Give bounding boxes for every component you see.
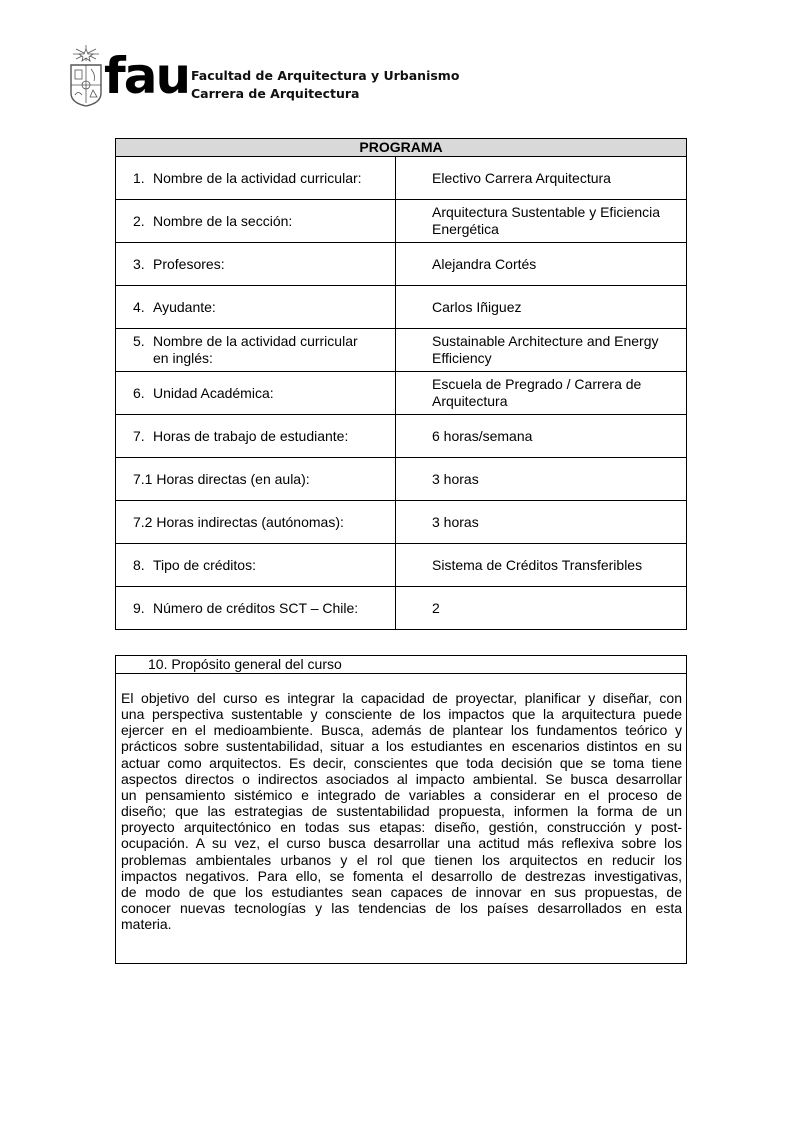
row-value: Escuela de Pregrado / Carrera de Arquitectura	[396, 372, 687, 415]
row-value: 6 horas/semana	[396, 415, 687, 458]
row-value: Alejandra Cortés	[396, 243, 687, 286]
row-label-text: Ayudante:	[153, 298, 216, 315]
row-number: 6.	[133, 384, 145, 401]
row-number: 3.	[133, 255, 145, 272]
paragraph-line: un pensamiento sistémico e integrado de variables a considerar en el proceso de	[121, 786, 682, 803]
row-value: 2	[396, 587, 687, 630]
table-row	[116, 329, 687, 372]
row-label	[116, 286, 396, 329]
university-crest-logo	[68, 45, 104, 107]
paragraph-line: ocupación. A su vez, el curso busca desarrollar una actitud más reflexiva sobre los	[121, 835, 682, 852]
paragraph-line: diseño; que las estrategias de sustentabilidad propuesta, informen la forma de un	[121, 803, 682, 820]
row-label-text: Unidad Académica:	[153, 384, 274, 401]
row-value: Sistema de Créditos Transferibles	[396, 544, 687, 587]
row-label	[116, 372, 396, 415]
table-row	[116, 587, 687, 630]
row-value: Electivo Carrera Arquitectura	[396, 157, 687, 200]
row-label	[116, 157, 396, 200]
row-label-text: Tipo de créditos:	[153, 556, 256, 573]
row-label	[116, 329, 396, 372]
programa-table	[115, 138, 687, 630]
table-row	[116, 200, 687, 243]
proposito-section	[115, 655, 687, 964]
paragraph-line: problemas ambientales urbanos y el rol que tienen los arquitectos en reducir los	[121, 851, 682, 868]
row-value: 3 horas	[396, 458, 687, 501]
row-value: Carlos Iñiguez	[396, 286, 687, 329]
row-number: 4.	[133, 298, 145, 315]
table-row	[116, 243, 687, 286]
proposito-paragraph	[121, 690, 682, 932]
paragraph-line: proyecto arquitectónico en todas sus etapas: diseño, gestión, construcción y post-	[121, 819, 682, 836]
row-value: 3 horas	[396, 501, 687, 544]
table-row	[116, 501, 687, 544]
row-label	[116, 544, 396, 587]
row-label-text: Nombre de la actividad curricular:	[153, 169, 362, 186]
fau-logo-text: fau	[104, 47, 190, 105]
paragraph-line: conocer nuevas tecnologías y las tendencias de los países desarrollados en esta	[121, 900, 682, 917]
row-label-text-cont: en inglés:	[153, 350, 213, 366]
table-row	[116, 415, 687, 458]
row-value: Sustainable Architecture and Energy Efficiency	[396, 329, 687, 372]
row-number: 7.	[133, 427, 145, 444]
paragraph-line: impactos negativos. Para ello, se fomenta el desarrollo de destrezas investigativas,	[121, 867, 682, 884]
row-label-text: Profesores:	[153, 255, 225, 272]
row-label: 7.2 Horas indirectas (autónomas):	[116, 501, 396, 544]
row-label-text: Horas de trabajo de estudiante:	[153, 427, 349, 444]
table-row	[116, 372, 687, 415]
row-value: Arquitectura Sustentable y Eficiencia Energética	[396, 200, 687, 243]
paragraph-line: actuar como arquitectos. Es decir, conscientes que toda decisión que se toma tiene	[121, 754, 682, 771]
table-row	[116, 458, 687, 501]
paragraph-line: una perspectiva sustentable y consciente de los impactos que la arquitectura puede	[121, 706, 682, 723]
row-number: 9.	[133, 599, 145, 616]
programa-title: PROGRAMA	[116, 139, 687, 157]
table-row	[116, 544, 687, 587]
row-label	[116, 415, 396, 458]
faculty-name: Facultad de Arquitectura y Urbanismo	[191, 68, 460, 83]
paragraph-line: El objetivo del curso es integrar la capacidad de proyectar, planificar y diseñar, con	[121, 690, 682, 706]
row-label	[116, 243, 396, 286]
row-label-text: Nombre de la actividad curricular	[153, 333, 358, 349]
paragraph-line: ejercer en el medioambiente. Busca, además de plantear los fundamentos teórico y	[121, 722, 682, 739]
paragraph-line: aspectos directos o indirectos asociados al impacto ambiental. Se busca desarrollar	[121, 770, 682, 787]
table-row	[116, 286, 687, 329]
table-row	[116, 157, 687, 200]
paragraph-line: materia.	[121, 916, 172, 933]
row-label-text: Nombre de la sección:	[153, 212, 293, 229]
career-name: Carrera de Arquitectura	[191, 86, 360, 101]
row-label-text: Número de créditos SCT – Chile:	[153, 599, 359, 616]
proposito-title: 10. Propósito general del curso	[116, 656, 686, 674]
document-header	[191, 67, 459, 103]
row-number: 1.	[133, 169, 145, 186]
paragraph-line: prácticos sobre sustentabilidad, situar a los estudiantes en escenarios distintos en su	[121, 738, 682, 755]
row-number: 2.	[133, 212, 145, 229]
row-label: 7.1 Horas directas (en aula):	[116, 458, 396, 501]
row-number: 8.	[133, 556, 145, 573]
paragraph-line: de modo de que los estudiantes sean capaces de innovar en sus propuestas, de	[121, 883, 682, 900]
row-label	[116, 587, 396, 630]
row-label	[116, 200, 396, 243]
row-number: 5.	[133, 333, 145, 349]
